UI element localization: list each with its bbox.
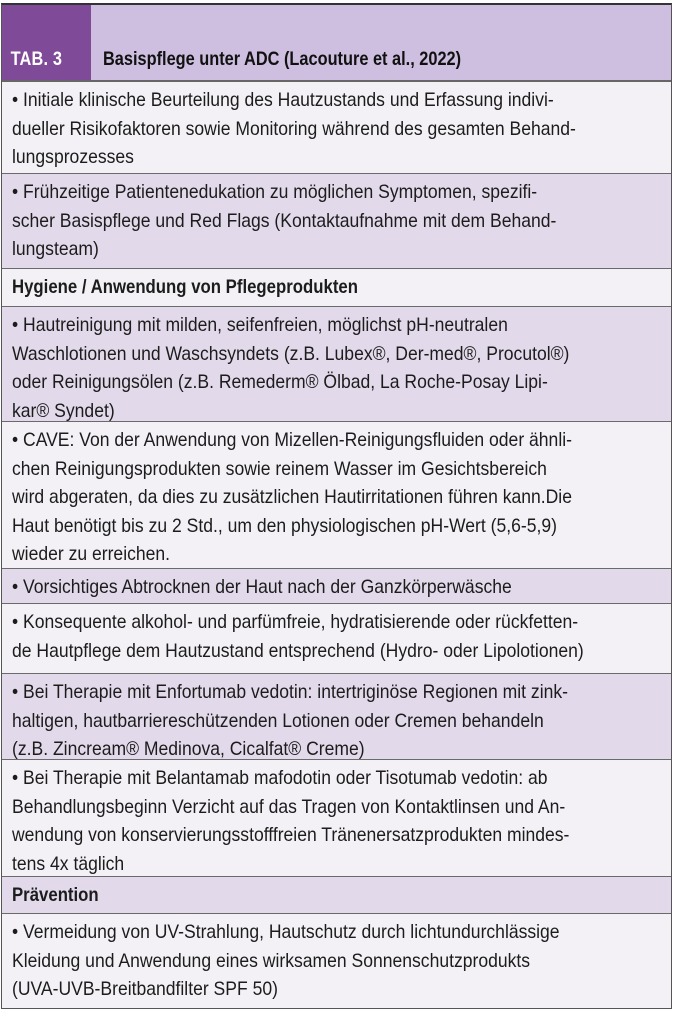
table-label-box bbox=[2, 5, 91, 80]
section-header-hygiene bbox=[2, 269, 671, 307]
table-row bbox=[2, 307, 671, 422]
section-title: Prävention bbox=[12, 884, 99, 906]
table-label: TAB. 3 bbox=[2, 49, 79, 80]
table-row bbox=[2, 422, 671, 569]
row-text: • Konsequente alkohol- und parfümfreie, hydratisierende oder rückfetten- de Hautpflege dem Hautzustand entsprechend (Hydro- oder Lipolotionen) bbox=[12, 611, 584, 662]
table-row bbox=[2, 760, 671, 877]
section-title: Hygiene / Anwendung von Pflegeprodukten bbox=[12, 276, 358, 298]
care-table bbox=[1, 3, 672, 1009]
section-header-praevention bbox=[2, 877, 671, 914]
table-row bbox=[2, 674, 671, 760]
table-row bbox=[2, 82, 671, 174]
row-text: • Bei Therapie mit Belantamab mafodotin oder Tisotumab vedotin: ab Behandlungsbeginn Verzicht auf das Tragen von Kontaktlinsen und An- wendung von konservierungsstofffreien Tränenersatzprodukten mindes- tens 4x täglich bbox=[12, 767, 570, 875]
row-text: • Frühzeitige Patientenedukation zu möglichen Symptomen, spezifi- scher Basispflege und Red Flags (Kontaktaufnahme mit dem Behand- lungsteam) bbox=[12, 181, 557, 260]
row-text: • Initiale klinische Beurteilung des Hautzustands und Erfassung indivi- dueller Risikofaktoren sowie Monitoring während des gesamten Behand- lungsprozesses bbox=[12, 89, 576, 168]
table-title: Basispflege unter ADC (Lacouture et al., 2022) bbox=[103, 49, 462, 70]
row-text: • CAVE: Von der Anwendung von Mizellen-Reinigungsfluiden oder ähnli- chen Reinigungsprodukten sowie reinem Wasser im Gesichtsbereich wird abgeraten, da dies zu zusätzlichen Hautirritationen führen kann.Die Haut benötigt bis zu 2 Std., um den physiologischen pH-Wert (5,6-5,9) wieder zu erreichen. bbox=[12, 429, 572, 565]
row-text: • Vermeidung von UV-Strahlung, Hautschutz durch lichtundurchlässige Kleidung und Anwendung eines wirksamen Sonnenschutzprodukts (UVA-UVB-Breitbandfilter SPF 50) bbox=[12, 921, 560, 1000]
row-text: • Hautreinigung mit milden, seifenfreien, möglichst pH-neutralen Waschlotionen und Waschsyndets (z.B. Lubex®, Der-med®, Procutol®) oder Reinigungsölen (z.B. Remederm® Ölbad, La Roche-Posay Lipi- kar® Syndet) bbox=[12, 314, 570, 422]
table-title-box bbox=[91, 5, 671, 80]
table-row bbox=[2, 914, 671, 1008]
row-text: • Bei Therapie mit Enfortumab vedotin: intertriginöse Regionen mit zink- haltigen, hautbarriereschützenden Lotionen oder Cremen behandeln (z.B. Zincream® Medinova, Cicalfat® Creme) bbox=[12, 681, 568, 760]
table-header bbox=[2, 5, 671, 82]
row-text: • Vorsichtiges Abtrocknen der Haut nach der Ganzkörperwäsche bbox=[12, 576, 512, 598]
table-row bbox=[2, 174, 671, 269]
table-row bbox=[2, 569, 671, 604]
table-row bbox=[2, 604, 671, 674]
